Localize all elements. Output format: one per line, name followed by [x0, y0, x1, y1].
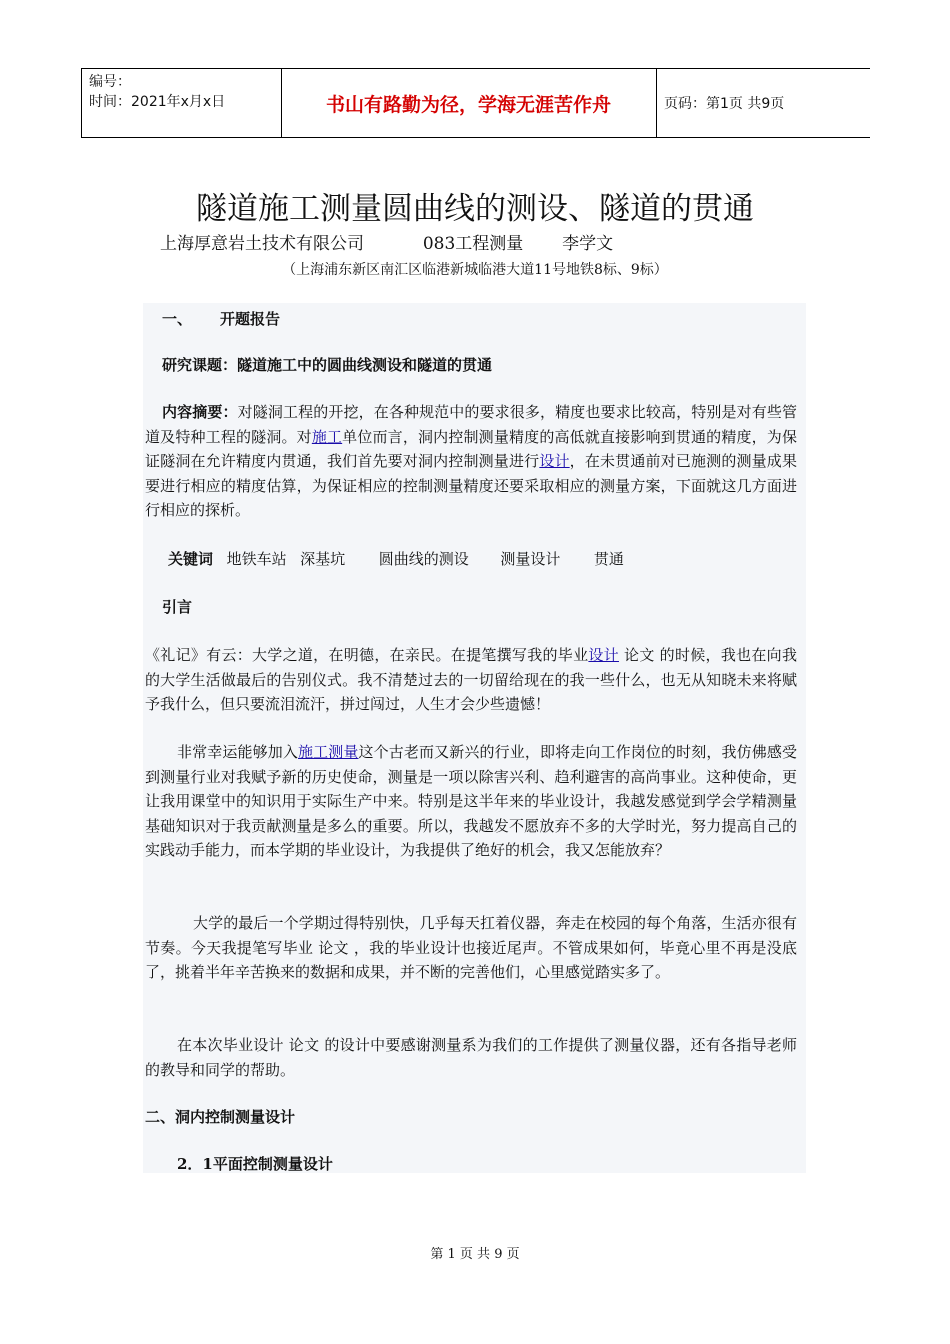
intro-paragraph-3: 大学的最后一个学期过得特别快，几乎每天扛着仪器，奔走在校园的每个角落，生活亦很有节奏。今天我提笔写毕业 论文 ，我的毕业设计也接近尾声。不管成果如何，毕竟心里不再是没底了，挑着半年辛苦换来的数据和成果，并不断的完善他们，心里感觉踏实多了。: [145, 914, 797, 981]
header-page-number: 页码：第1页 共9页: [664, 96, 785, 112]
keyword-item: 圆曲线的测设: [378, 550, 469, 568]
intro-paragraph-4: 在本次毕业设计 论文 的设计中要感谢测量系为我们的工作提供了测量仪器，还有各指导老师的教导和同学的帮助。: [145, 1036, 797, 1079]
intro-paragraph-1: [145, 643, 797, 717]
para1-link-design[interactable]: 设计: [588, 646, 619, 664]
para1-text-b: 论文 的时候，我也在向我的大学生活做最后的告别仪式。我不清楚过去的一切留给现在的我一些什么，也无从知晓未来将赋予我什么，但只要流泪流汗，拼过闯过，人生才会少些遗憾！: [145, 646, 797, 713]
abstract-text-3: ，在未贯通前对已施测的测量成果要进行相应的精度估算，为保证相应的控制测量精度还要采取相应的测量方案，下面就这几方面进行相应的探析。: [145, 452, 797, 519]
intro-paragraph-2: [145, 740, 797, 863]
header-table: [81, 68, 870, 138]
document-title: 隧道施工测量圆曲线的测设、隧道的贯通: [196, 191, 754, 227]
keywords-label: 关键词: [168, 550, 214, 568]
page-footer: 第 1 页 共 9 页: [430, 1247, 520, 1262]
para1-text-a: 《礼记》有云：大学之道，在明德，在亲民。在提笔撰写我的毕业: [145, 646, 589, 664]
header-time: 时间：2021年x月x日: [89, 94, 226, 110]
keywords-line: [168, 548, 624, 570]
para2-text-a: 非常幸运能够加入: [177, 743, 298, 761]
header-number: 编号：: [89, 74, 131, 90]
abstract-text-2: 单位而言，洞内控制测量精度的高低就直接影响到贯通的精度，为保证隧洞在允许精度内贯通，我们首先要对洞内控制测量进行: [145, 427, 797, 470]
byline-author: 李学文: [562, 234, 614, 254]
header-meta: [89, 72, 225, 112]
keyword-item: 地铁车站: [226, 550, 287, 568]
section1-heading: [162, 308, 280, 330]
header-motto: 书山有路勤为径，学海无涯苦作舟: [325, 93, 611, 116]
section1-heading-text: 开题报告: [220, 310, 281, 328]
section2-subheading: 2．1平面控制测量设计: [177, 1155, 333, 1173]
abstract-text-1: 对隧洞工程的开挖，在各种规范中的要求很多，精度也要求比较高，特别是对有些管道及特种工程的隧洞。对: [145, 403, 797, 446]
keyword-item: 测量设计: [500, 550, 561, 568]
abstract-paragraph: [145, 400, 797, 523]
byline-company: 上海厚意岩土技术有限公司: [160, 234, 364, 254]
para2-text-b: 这个古老而又新兴的行业，即将走向工作岗位的时刻，我仿佛感受到测量行业对我赋予新的历史使命，测量是一项以除害兴利、趋利避害的高尚事业。这种使命，更让我用课堂中的知识用于实际生产中来。特别是这半年来的毕业设计，我越发感觉到学会学精测量基础知识对于我贡献测量是多么的重要。所以，我越发不愿放弃不多的大学时光，努力提高自己的实践动手能力，而本学期的毕业设计，为我提供了绝好的机会，我又怎能放弃？: [145, 743, 797, 859]
keyword-item: 贯通: [593, 550, 624, 568]
section1-heading-num: 一、: [162, 310, 193, 328]
header-border-left: [81, 69, 82, 137]
section2-heading: 二、洞内控制测量设计: [145, 1108, 296, 1126]
para2-link-survey[interactable]: 施工测量: [298, 743, 359, 761]
abstract-label: 内容摘要：: [162, 403, 238, 421]
header-divider-2: [656, 69, 657, 137]
abstract-link-design[interactable]: 设计: [539, 452, 570, 470]
intro-heading: 引言: [162, 598, 193, 616]
address: （上海浦东新区南汇区临港新城临港大道11号地铁8标、9标）: [282, 262, 668, 278]
keyword-item: 深基坑: [300, 550, 346, 568]
byline: [160, 232, 613, 256]
research-topic: 研究课题：隧道施工中的圆曲线测设和隧道的贯通: [162, 356, 493, 374]
abstract-link-construction[interactable]: 施工: [311, 427, 343, 446]
byline-class: 083工程测量: [422, 234, 524, 254]
